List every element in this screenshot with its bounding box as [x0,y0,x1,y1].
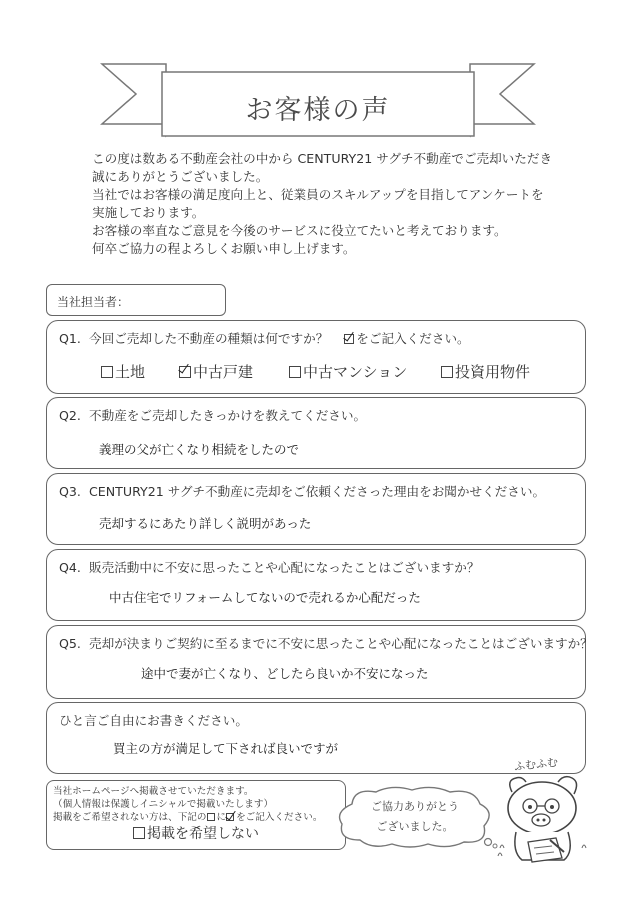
answer-4[interactable]: 中古住宅でリフォームしてないので売れるか心配だった [109,590,421,605]
question-2 [46,397,586,469]
publication-notice [46,780,346,850]
notice-line: 当社ホームページへ掲載させていただきます。 [53,786,254,797]
page-title: お客様の声 [245,95,391,126]
option-used-house[interactable]: 中古戸建 [179,361,253,382]
checkbox-icon [207,813,215,821]
question-number: Q2. [59,408,81,423]
intro-text [92,150,562,258]
question-text: 今回ご売却した不動産の種類は何ですか？ [89,331,329,346]
question-4 [46,549,586,621]
intro-line: 実施しております。 [92,205,205,220]
check-icon [226,813,234,821]
answer-5[interactable]: 途中で妻が亡くなり、どしたら良いか不安になった [141,666,429,681]
mascot [492,752,592,870]
option-land[interactable]: 土地 [101,361,145,382]
question-text: 売却が決まりご契約に至るまでに不安に思ったことや心配になったことはございますか？ [89,636,593,651]
checkbox-icon [289,366,301,378]
question-number: Q5. [59,636,81,651]
question-text: CENTURY21 サグチ不動産に売却をご依頼くださった理由をお聞かせください。 [89,484,546,499]
thanks-line: ご協力ありがとう [371,800,459,813]
checkbox-icon [101,366,113,378]
question-number: Q3. [59,484,81,499]
question-instruction: をご記入ください。 [356,331,470,346]
mascot-label: ふむふむ [513,755,559,774]
opt-out-option[interactable]: 掲載を希望しない [53,827,345,841]
question-3 [46,473,586,545]
intro-line: 当社ではお客様の満足度向上と、従業員のスキルアップを目指してアンケートを [92,187,544,202]
free-comment-title: ひと言ご自由にお書きください。 [59,713,248,728]
question-1 [46,320,586,394]
question-text: 販売活動中に不安に思ったことや心配になったことはございますか？ [89,560,480,575]
title-ribbon [96,58,540,153]
question-text: 不動産をご売却したきっかけを教えてください。 [89,408,367,423]
checkbox-icon [133,827,145,839]
notice-line: 掲載をご希望されない方は、下記の に をご記入ください。 [53,812,323,823]
question-5 [46,625,593,699]
staff-field[interactable] [46,284,226,316]
question-number: Q1. [59,331,81,346]
question-number: Q4. [59,560,81,575]
thanks-bubble [332,784,498,850]
answer-3[interactable]: 売却するにあたり詳しく説明があった [99,516,312,531]
notice-line: （個人情報は保護しイニシャルで掲載いたします） [53,799,274,810]
intro-line: 誠にありがとうございました。 [92,169,269,184]
option-used-condo[interactable]: 中古マンション [289,361,407,382]
answer-2[interactable]: 義理の父が亡くなり相続をしたので [99,442,300,457]
intro-line: お客様の率直なご意見を今後のサービスに役立てたいと考えております。 [92,223,507,238]
intro-line: 何卒ご協力の程よろしくお願い申し上げます。 [92,241,356,256]
question-1-title [59,328,470,347]
checkbox-icon [441,366,453,378]
thanks-line: ございました。 [376,820,454,833]
intro-line: この度は数ある不動産会社の中から CENTURY21 サグチ不動産でご売却いただき [92,151,553,166]
check-icon [344,334,354,344]
staff-label: 当社担当者： [57,295,130,309]
free-comment-answer[interactable]: 買主の方が満足して下されば良いですが [113,741,339,756]
option-investment[interactable]: 投資用物件 [441,361,530,382]
checkbox-checked-icon [179,366,191,378]
